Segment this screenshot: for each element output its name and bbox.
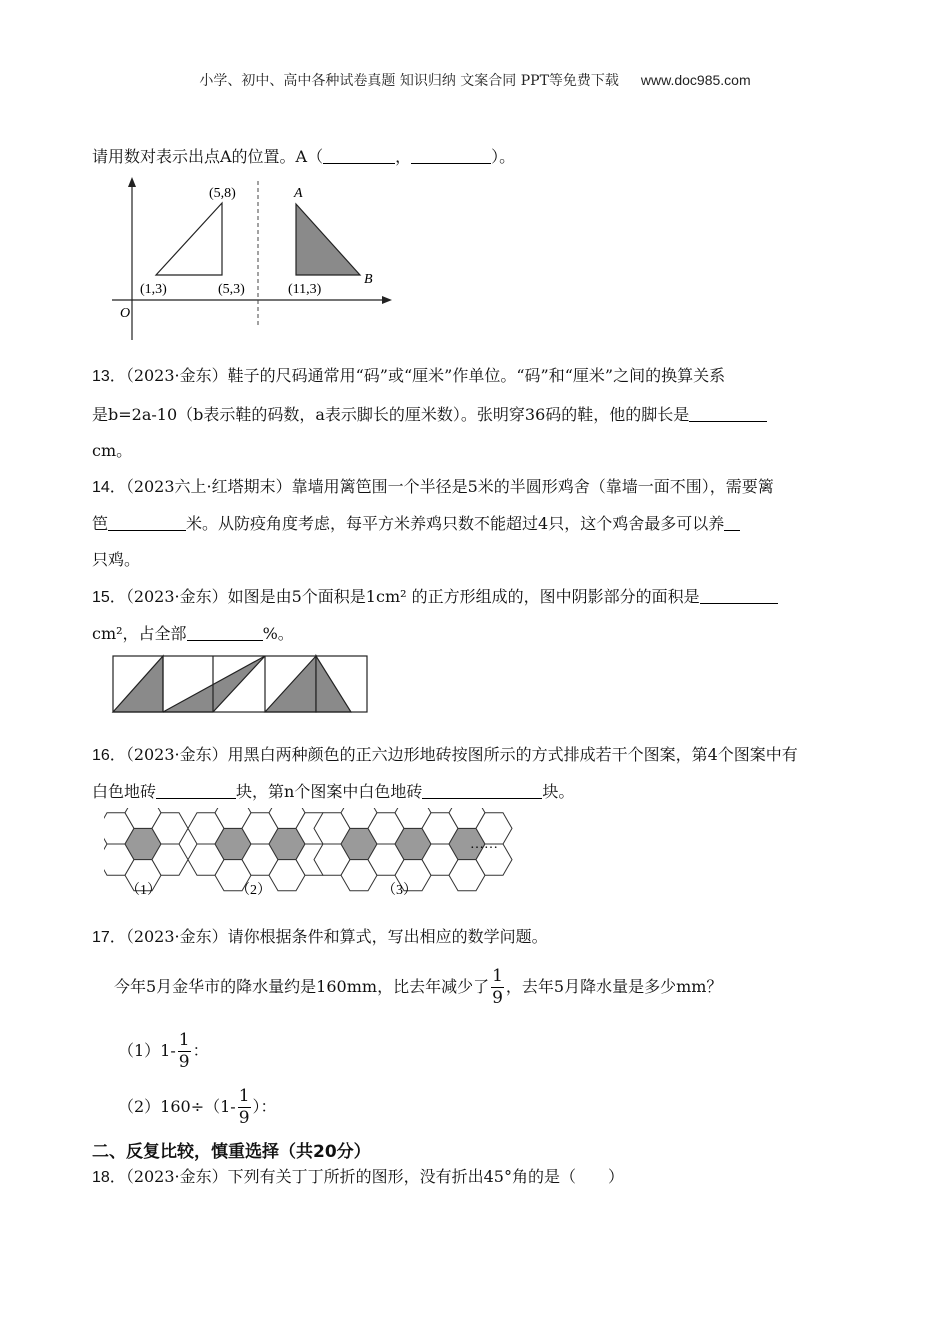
q16-text2a: 白色地砖 [92, 782, 157, 801]
q13-line1 [92, 366, 725, 387]
q15-line2 [92, 624, 294, 644]
frac-denominator: 9 [238, 1108, 250, 1128]
q17-cond-a: 今年5月金华市的降水量约是160mm，比去年减少了 [114, 977, 490, 996]
q16-hexagon-figure [104, 808, 514, 900]
q13-text1: 鞋子的尺码通常用“码”或“厘米”作单位。“码”和“厘米”之间的换算关系 [227, 366, 726, 385]
q18-text1: 下列有关丁丁所折的图形，没有折出45°角的是（ ） [227, 1167, 624, 1186]
label-5-8: (5,8) [209, 186, 236, 201]
q13-text2: 是b=2a-10（b表示鞋的码数，a表示脚长的厘米数）。张明穿36码的鞋，他的脚长是 [92, 405, 690, 424]
header-text: 小学、初中、高中各种试卷真题 知识归纳 文案合同 PPT等免费下载 [199, 73, 619, 89]
q17-sub2 [118, 1088, 277, 1127]
q17-sub1-b: ： [192, 1041, 209, 1060]
frac-numerator: 1 [178, 1030, 190, 1050]
q16-blank2[interactable] [422, 782, 542, 799]
fig-label-2: （2） [236, 883, 271, 898]
q16-line2 [92, 782, 574, 802]
q17-condition [114, 968, 722, 1007]
q16-source: （2023·金东） [125, 745, 228, 764]
label-A: A [294, 186, 303, 201]
q14-text2a: 笆 [92, 514, 109, 533]
q17-line1 [92, 927, 548, 948]
q13-blank[interactable] [689, 405, 767, 422]
q17-cond-b: ，去年5月降水量是多少mm？ [505, 977, 723, 996]
label-5-3: (5,3) [218, 282, 245, 297]
q15-text1: 如图是由5个面积是1cm² 的正方形组成的，图中阴影部分的面积是 [227, 587, 700, 606]
outline-triangle [156, 203, 222, 275]
q18-source: （2023·金东） [125, 1167, 228, 1186]
fig-ellipsis: …… [470, 837, 498, 852]
section2-title: 二、反复比较，慎重选择（共20分） [92, 1142, 371, 1162]
q13-source: （2023·金东） [125, 366, 228, 385]
q18-line1 [92, 1167, 624, 1188]
q16-line1 [92, 745, 798, 766]
q15-text2a: cm²，占全部 [92, 624, 187, 643]
frac-numerator: 1 [492, 966, 503, 986]
q16-blank1[interactable] [156, 782, 236, 799]
q17-number: 17． [92, 929, 126, 946]
q12-comma: ， [395, 147, 412, 166]
q14-number: 14． [92, 479, 126, 496]
header-url[interactable]: www.doc985.com [640, 72, 751, 88]
shaded-triangle [296, 204, 360, 275]
q14-blank1[interactable] [108, 514, 186, 531]
origin-label: O [120, 306, 131, 321]
q17-sub2-b: ）： [252, 1097, 277, 1116]
q12-coordinate-figure [108, 175, 398, 345]
q13-number: 13． [92, 368, 126, 385]
q12-prompt: 请用数对表示出点A的位置。A（ [92, 147, 324, 166]
label-11-3: (11,3) [288, 282, 322, 297]
fraction-one-ninth [178, 1032, 191, 1071]
q16-text1: 用黑白两种颜色的正六边形地砖按图所示的方式排成若干个图案，第4个图案中有 [227, 745, 798, 764]
q12-text [92, 147, 515, 167]
q15-blank2[interactable] [187, 624, 263, 641]
q12-end: ）。 [491, 147, 516, 166]
q15-line1 [92, 587, 778, 608]
q18-number: 18． [92, 1169, 126, 1186]
fig-label-1: （1） [126, 883, 161, 898]
q17-sub2-a: （2）160÷（1- [118, 1097, 236, 1116]
q17-text1: 请你根据条件和算式，写出相应的数学问题。 [227, 927, 548, 946]
q15-blank1[interactable] [700, 587, 778, 604]
q14-text2b: 米。从防疫角度考虑，每平方米养鸡只数不能超过4只，这个鸡舍最多可以养 [186, 514, 725, 533]
frac-denominator: 9 [492, 988, 503, 1008]
q14-text1: 靠墙用篱笆围一个半径是5米的半圆形鸡舍（靠墙一面不围），需要篱 [291, 477, 774, 496]
q16-number: 16． [92, 747, 126, 764]
q13-line2 [92, 405, 767, 425]
q14-line2 [92, 514, 740, 534]
fraction-one-ninth [491, 968, 504, 1007]
frac-denominator: 9 [178, 1052, 190, 1072]
fig-label-3: （3） [382, 883, 417, 898]
q15-number: 15． [92, 589, 126, 606]
q14-blank2[interactable] [724, 514, 740, 531]
label-1-3: (1,3) [140, 282, 167, 297]
q17-sub1-a: （1）1- [118, 1041, 176, 1060]
q13-text3: cm。 [92, 441, 133, 460]
q15-squares-figure [111, 654, 369, 716]
q12-blank-x[interactable] [323, 147, 395, 164]
shaded-triangle-2 [163, 656, 265, 712]
x-axis-arrow [382, 296, 392, 304]
fraction-one-ninth [238, 1088, 251, 1127]
q15-text2b: %。 [262, 624, 294, 643]
shaded-triangle-1 [113, 656, 163, 712]
q14-line3 [92, 550, 140, 570]
shaded-triangle-4 [316, 656, 351, 712]
y-axis-arrow [128, 177, 136, 187]
page-header [0, 70, 950, 90]
label-B: B [364, 272, 373, 287]
q16-text2c: 块。 [542, 782, 575, 801]
q15-source: （2023·金东） [125, 587, 228, 606]
q16-text2b: 块，第n个图案中白色地砖 [236, 782, 423, 801]
q12-blank-y[interactable] [411, 147, 491, 164]
q17-source: （2023·金东） [125, 927, 228, 946]
frac-numerator: 1 [238, 1086, 250, 1106]
q17-sub1 [118, 1032, 209, 1071]
q14-source: （2023六上·红塔期末） [125, 477, 292, 496]
q13-line3 [92, 441, 132, 461]
q14-text3: 只鸡。 [92, 550, 141, 569]
q14-line1 [92, 477, 774, 498]
shaded-triangle-3 [265, 656, 316, 712]
